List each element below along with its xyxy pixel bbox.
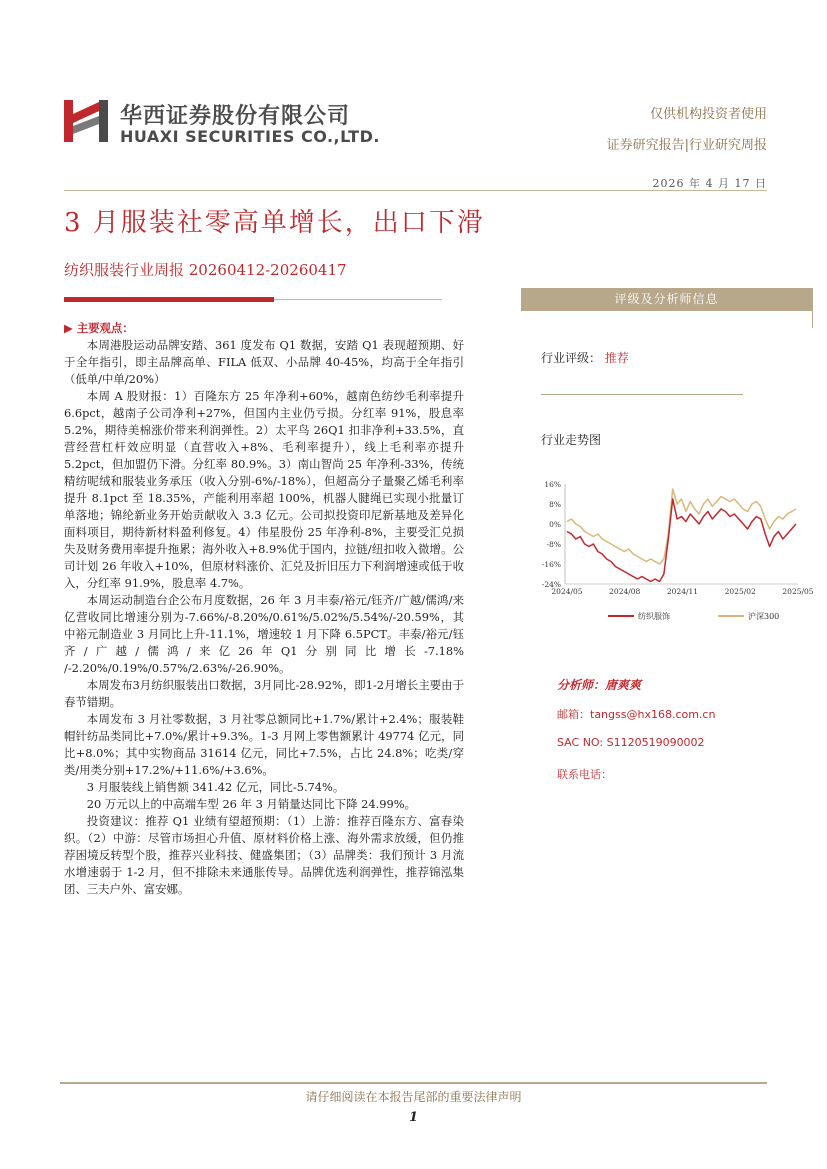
industry-rating — [541, 349, 629, 366]
analyst-name: 唐爽爽 — [605, 678, 642, 692]
body-paragraph: 20 万元以上的中高端车型 26 年 3 月销量达同比下降 24.99%。 — [86, 797, 417, 811]
analyst-sac — [557, 736, 705, 749]
body-paragraph: 本周运动制造台企公布月度数据，26 年 3 月丰泰/裕元/钰齐/广越/儒鸿/来亿营收同比增速分别为-7.66%/-8.20%/0.61%/5.02%/5.54%/-20.59%，其中裕元制造业 3 月同比上升-11.1%，增速较 1 月下降 6.5PCT。丰泰/裕元/钰齐/广越/儒鸿/来亿26年Q1分别同比增长-7.18% /-2.20%/0.19%/0.57%/2.63%/-26.90%。 — [64, 593, 464, 675]
legend-label: 沪深300 — [748, 612, 780, 621]
industry-trend-chart — [520, 470, 814, 630]
email-value[interactable]: tangss@hx168.com.cn — [590, 708, 716, 721]
y-tick-label: 0% — [549, 520, 561, 529]
y-tick-label: -16% — [541, 560, 561, 569]
analyst-label: 分析师： — [557, 678, 606, 692]
x-tick-label: 2024/11 — [666, 587, 699, 596]
report-date: 2026 年 4 月 17 日 — [652, 177, 767, 190]
body-paragraph: 投资建议：推荐 Q1 业绩有望超预期：（1）上游：推荐百隆东方、富春染织。（2）中游：尽管市场担心升值、原材料价格上涨、海外需求放缓，但仍推荐困境反转型个股，推荐兴业科技、健盛集团；（3）品牌类：我们预计 3 月流水增速弱于 1-2 月，但不排除未来通胀传导。品牌优选利润弹性，推荐锦泓集团、三夫户外、富安娜。 — [64, 814, 464, 896]
analyst-email — [557, 706, 715, 722]
key-points-heading: ▶ 主要观点： — [64, 321, 134, 335]
company-name-cn: 华西证券股份有限公司 — [120, 104, 351, 129]
analyst-phone: 联系电话： — [557, 768, 612, 781]
sac-value: S1120519090002 — [606, 736, 705, 749]
rating-divider — [541, 394, 743, 395]
x-tick-label: 2025/02 — [724, 587, 756, 596]
usage-note: 仅供机构投资者使用 — [649, 107, 767, 122]
trend-chart-label: 行业走势图 — [541, 433, 602, 447]
body-paragraph: 本周发布 3 月社零数据，3 月社零总额同比+1.7%/累计+2.4%；服装鞋帽针纺品类同比+7.0%/累计+9.3%。1-3 月网上零售额累计 49774 亿元，同比+8.0%；其中实物商品 31614 亿元，同比+7.5%，占比 24.8%；吃类/穿类/用类分别+17.2%/+11.6%/+3.6%。 — [64, 712, 464, 777]
subtitle-accent-bar — [64, 297, 274, 302]
report-type: 证券研究报告|行业研究周报 — [606, 138, 767, 153]
footer-disclaimer: 请仔细阅读在本报告尾部的重要法律声明 — [305, 1090, 522, 1104]
x-tick-label: 2024/08 — [609, 587, 641, 596]
analyst-line — [557, 676, 641, 693]
rating-label: 行业评级： — [541, 351, 602, 365]
date-divider — [64, 190, 767, 191]
sac-label: SAC NO: — [557, 736, 607, 749]
report-title: 3 月服装社零高单增长，出口下滑 — [64, 208, 485, 238]
email-label: 邮箱： — [557, 708, 590, 721]
body-paragraph: 本周 A 股财报：1）百隆东方 25 年净利+60%，越南色纺纱毛利率提升 6.6pct，越南子公司净利+27%，但国内主业仍亏损。分红率 91%，股息率 5.2%，期待美棉涨价带来利润弹性。2）太平鸟 26Q1 扣非净利+33.5%，直营经营杠杆效应明显（直营收入+8%、毛利率提升），线上毛利率亦提升 5.2pct，但加盟仍下滑。分红率 80.9%。3）南山智尚 25 年净利-33%，传统精纺呢绒和服装业务承压（收入分别-6%/-18%），但超高分子量聚乙烯毛利率提升 8.1pct 至 18.35%，产能利用率超 100%，机器人腱绳已实现小批量订单落地；锦纶新业务开始贡献收入 3.3 亿元。公司拟投资印尼新基地及差异化面料项目，期待新材料盈利修复。4）伟星股份 25 年净利-8%，主要受汇兑损失及财务费用率提升拖累；海外收入+8.9%优于国内，拉链/纽扣收入微增。公司计划 26 年收入+10%，但原材料涨价、汇兑及折旧压力下利润增速或低于收入，分红率 91.9%，股息率 4.7%。 — [64, 389, 464, 590]
huaxi-logo-icon — [64, 96, 108, 142]
body-paragraph: 本周港股运动品牌安踏、361 度发布 Q1 数据，安踏 Q1 表现超预期、好于全年指引，即主品牌高单、FILA 低双、小品牌 40-45%，均高于全年指引（低单/中单/20%） — [64, 338, 464, 386]
panel-header: 评级及分析师信息 — [521, 288, 812, 311]
report-subtitle: 纺织服装行业周报 20260412-20260417 — [64, 261, 347, 279]
body-paragraph: 3 月服装线上销售额 341.42 亿元，同比-5.74%。 — [86, 780, 345, 794]
y-tick-label: 16% — [544, 480, 561, 489]
rating-value: 推荐 — [604, 351, 629, 365]
body-paragraph: 本周发布3月纺织服装出口数据，3月同比-28.92%，即1-2月增长主要由于春节错期。 — [64, 678, 464, 709]
main-body — [64, 320, 464, 898]
x-tick-label: 2025/05 — [782, 587, 814, 596]
y-tick-label: -24% — [541, 580, 561, 589]
x-tick-label: 2024/05 — [551, 587, 583, 596]
y-tick-label: -8% — [546, 540, 561, 549]
subtitle-divider — [274, 299, 442, 300]
company-name-en: HUAXI SECURITIES CO.,LTD. — [120, 127, 380, 146]
y-tick-label: 8% — [549, 500, 561, 509]
page-number: 1 — [408, 1110, 419, 1125]
footer-divider — [60, 1082, 767, 1084]
series-line — [567, 499, 796, 582]
legend-label: 纺织服饰 — [638, 612, 670, 621]
